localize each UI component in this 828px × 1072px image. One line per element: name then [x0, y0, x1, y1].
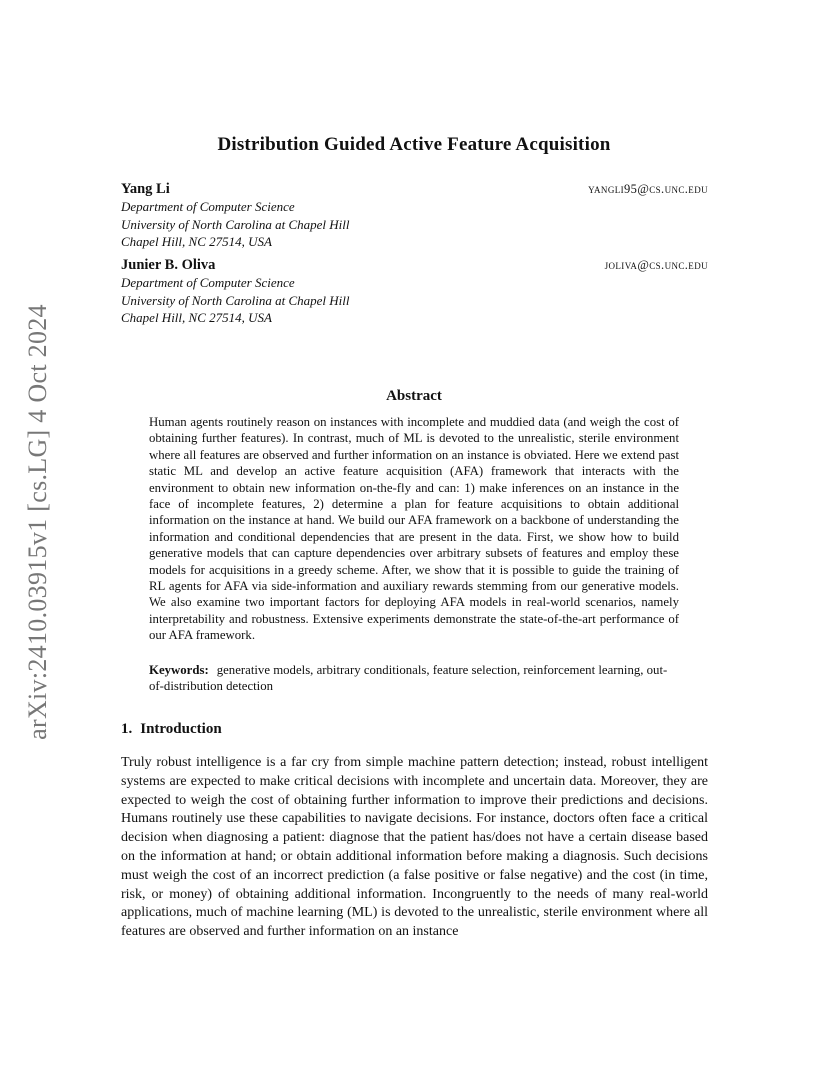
paper-title: Distribution Guided Active Feature Acquisition — [217, 134, 611, 155]
author-email[interactable]: yangli95@cs.unc.edu — [588, 182, 708, 196]
abstract-heading: Abstract — [386, 388, 442, 404]
author-block-2 — [121, 257, 708, 327]
section-heading — [121, 721, 222, 738]
section-number: 1. — [121, 721, 133, 737]
affiliation-address: Chapel Hill, NC 27514, USA — [121, 310, 272, 325]
keywords-text: generative models, arbitrary conditionals, feature selection, reinforcement learning, out-of-distribution detection — [149, 663, 668, 694]
abstract-body: Human agents routinely reason on instances with incomplete and muddied data (and weigh the cost of obtaining further features). In contrast, much of ML is devoted to the unrealistic, sterile environment where all features are observed and further information on an instance is obviated. Here we extend past static ML and develop an active feature acquisition (AFA) framework that interacts with the environment to obtain new information on-the-fly and can: 1) make inferences on an instance in the face of incomplete features, 2) determine a plan for feature acquisitions to obtain additional information on the instance at hand. We build our AFA framework on a backbone of understanding the information and conditional dependencies that are present in the data. First, we show how to build generative models that can capture dependencies over arbitrary subsets of features and employ these models for acquisitions in a greedy scheme. After, we show that it is possible to guide the training of RL agents for AFA via side-information and auxiliary rewards stemming from our generative models. We also examine two important factors for deploying AFA models in real-world scenarios, namely interpretability and robustness. Extensive experiments demonstrate the state-of-the-art performance of our AFA framework. — [149, 415, 679, 643]
introduction-body: Truly robust intelligence is a far cry from simple machine pattern detection; instead, robust intelligent systems are expected to make critical decisions with incomplete and uncertain data. Moreover, they are expected to weigh the cost of obtaining further information to improve their predictions and decisions. Humans routinely use these capabilities to navigate decisions. For instance, doctors often face a critical decision when diagnosing a patient: diagnose that the patient has/does not have a certain disease based on the information at hand; or obtain additional information before making a diagnosis. Such decisions must weigh the cost of an incorrect prediction (a false positive or false negative) and the cost (in time, risk, or money) of obtaining additional information. Incongruently to the needs of many real-world applications, much of machine learning (ML) is devoted to the unrealistic, sterile environment where all features are observed and further information on an instance — [121, 755, 708, 940]
author-name: Yang Li — [121, 181, 170, 197]
arxiv-identifier: arXiv:2410.03915v1 [cs.LG] 4 Oct 2024 — [23, 304, 52, 740]
affiliation-department: Department of Computer Science — [121, 275, 295, 290]
keywords-label: Keywords: — [149, 663, 209, 677]
affiliation-department: Department of Computer Science — [121, 199, 295, 214]
author-block-1 — [121, 181, 708, 251]
author-name: Junier B. Oliva — [121, 257, 216, 273]
author-email[interactable]: joliva@cs.unc.edu — [604, 258, 708, 272]
keywords — [149, 662, 679, 695]
affiliation-university: University of North Carolina at Chapel Hill — [121, 216, 350, 232]
affiliation-university: University of North Carolina at Chapel Hill — [121, 292, 350, 308]
affiliation-address: Chapel Hill, NC 27514, USA — [121, 234, 272, 249]
section-title: Introduction — [140, 721, 222, 737]
